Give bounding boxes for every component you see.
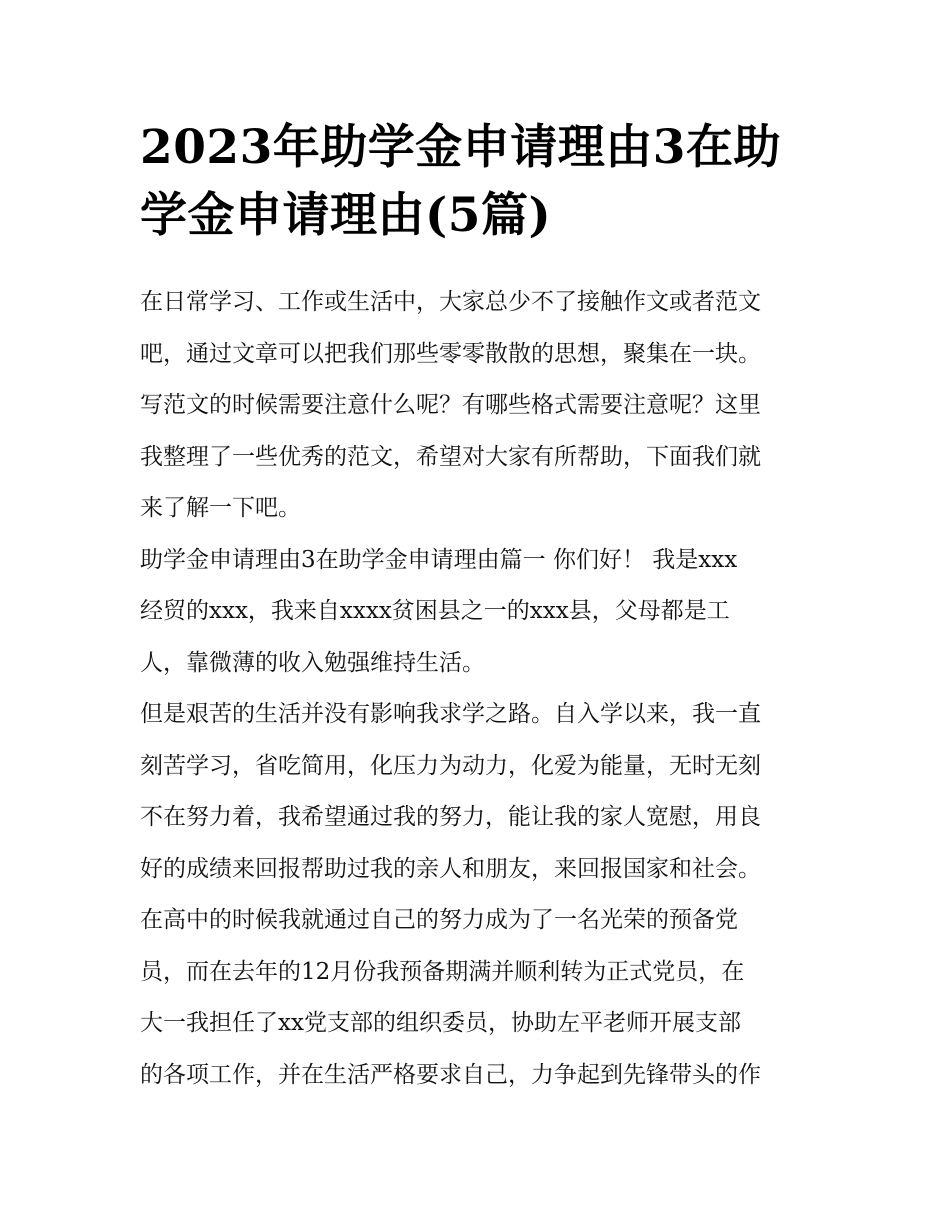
body-line: 的各项工作，并在生活严格要求自己，力争起到先锋带头的作 [140, 1061, 761, 1088]
title-line: 学金申请理由(5篇) [140, 188, 552, 243]
body-line: 在日常学习、工作或生活中，大家总少不了接触作文或者范文 [140, 289, 761, 315]
title-line: 2023年助学金申请理由3在助 [140, 120, 782, 175]
body-line: 不在努力着，我希望通过我的努力，能让我的家人宽慰，用良 [140, 804, 761, 830]
body-line: 但是艰苦的生活并没有影响我求学之路。自入学以来，我一直 [140, 701, 761, 727]
body-line: 员，而在去年的12月份我预备期满并顺利转为正式党员，在 [140, 958, 745, 985]
body-line: 在高中的时候我就通过自己的努力成为了一名光荣的预备党 [140, 907, 738, 933]
body-line: 刻苦学习，省吃简用，化压力为动力，化爱为能量，无时无刻 [140, 752, 761, 779]
body-line: 人，靠微薄的收入勉强维持生活。 [140, 649, 485, 676]
body-line: 经贸的xxx，我来自xxxx贫困县之一的xxx县，父母都是工 [140, 598, 730, 624]
body-line: 我整理了一些优秀的范文，希望对大家有所帮助，下面我们就 [140, 443, 761, 470]
body-line: 好的成绩来回报帮助过我的亲人和朋友，来回报国家和社会。 [140, 855, 761, 882]
body-line: 助学金申请理由3在助学金申请理由篇一 你们好！ 我是xxx [140, 546, 738, 573]
body-line: 吧，通过文章可以把我们那些零零散散的思想，聚集在一块。 [140, 340, 761, 367]
body-line: 来了解一下吧。 [140, 495, 301, 521]
body-line: 写范文的时候需要注意什么呢？有哪些格式需要注意呢？这里 [140, 392, 761, 418]
body-line: 大一我担任了xx党支部的组织委员，协助左平老师开展支部 [140, 1010, 741, 1036]
document-title [140, 114, 820, 250]
document-body [140, 277, 830, 1101]
